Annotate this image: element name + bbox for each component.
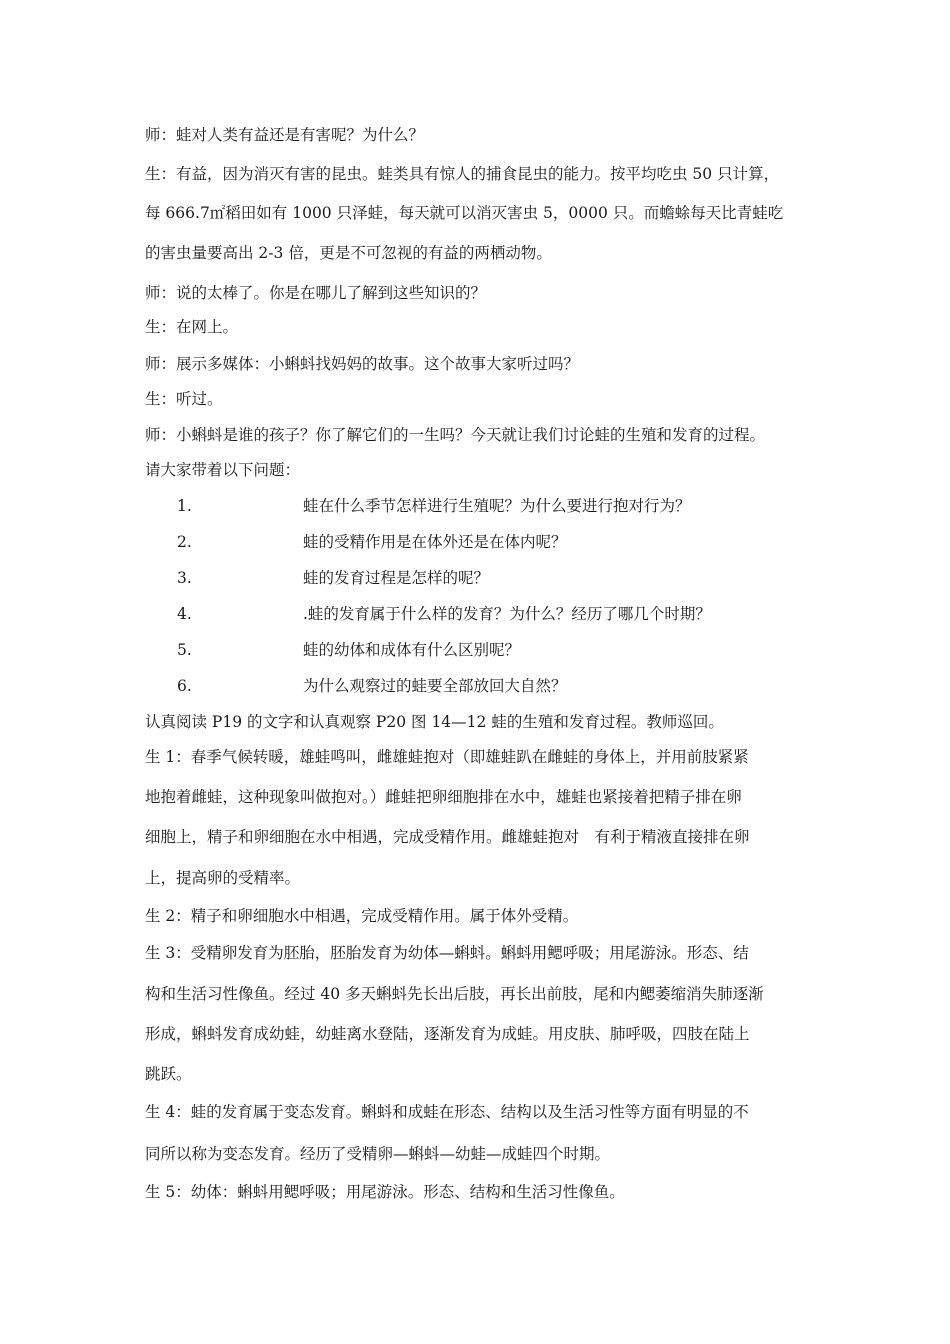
text-line: 师：展示多媒体：小蝌蚪找妈妈的故事。这个故事大家听过吗？ [145,355,580,373]
text-line: 生 2：精子和卵细胞水中相遇，完成受精作用。属于体外受精。 [145,907,579,925]
question-text: 为什么观察过的蛙要全部放回大自然？ [303,677,567,695]
text-line: 生 3：受精卵发育为胚胎，胚胎发育为幼体—蝌蚪。蝌蚪用鳃呼吸；用尾游泳。形态、结 [145,944,749,962]
text-line: 地抱着雌蛙，这种现象叫做抱对。）雌蛙把卵细胞排在水中，雄蛙也紧接着把精子排在卵 [145,788,742,806]
question-number: 6. [177,677,192,695]
question-number: 5. [177,641,192,659]
text-line: 生 5：幼体：蝌蚪用鳃呼吸；用尾游泳。形态、结构和生活习性像鱼。 [145,1183,625,1201]
text-line: 师：蛙对人类有益还是有害呢？为什么？ [145,126,425,144]
text-line: 认真阅读 P19 的文字和认真观察 P20 图 14—12 蛙的生殖和发育过程。教师巡回。 [145,713,724,731]
text-line: 形成，蝌蚪发育成幼蛙，幼蛙离水登陆，逐渐发育为成蛙。用皮肤、肺呼吸，四肢在陆上 [145,1025,750,1043]
text-line: 上，提高卵的受精率。 [145,869,301,887]
question-text: 蛙在什么季节怎样进行生殖呢？为什么要进行抱对行为？ [303,497,691,515]
question-text: .蛙的发育属于什么样的发育？为什么？经历了哪几个时期？ [303,605,711,623]
text-line: 跳跃。 [145,1065,192,1083]
text-line: 生 4：蛙的发育属于变态发育。蝌蚪和成蛙在形态、结构以及生活习性等方面有明显的不 [145,1103,749,1121]
question-number: 3. [177,569,192,587]
text-line: 师：说的太棒了。你是在哪儿了解到这些知识的？ [145,284,487,302]
question-number: 1. [177,497,192,515]
text-line: 请大家带着以下问题： [145,461,301,479]
text-line: 同所以称为变态发育。经历了受精卵—蝌蚪—幼蛙—成蛙四个时期。 [145,1145,611,1163]
text-line: 生：有益，因为消灭有害的昆虫。蛙类具有惊人的捕食昆虫的能力。按平均吃虫 50 只计算， [145,165,780,183]
text-line: 细胞上，精子和卵细胞在水中相遇，完成受精作用。雌雄蛙抱对 有利于精液直接排在卵 [145,828,750,846]
text-line: 生：在网上。 [145,318,239,336]
text-line: 师：小蝌蚪是谁的孩子？你了解它们的一生吗？今天就让我们讨论蛙的生殖和发育的过程。 [145,426,766,444]
text-line: 的害虫量要高出 2-3 倍，更是不可忽视的有益的两栖动物。 [145,244,552,262]
question-text: 蛙的幼体和成体有什么区别呢？ [303,641,521,659]
question-text: 蛙的受精作用是在体外还是在体内呢？ [303,533,567,551]
text-line: 生 1：春季气候转暖，雄蛙鸣叫，雌雄蛙抱对（即雄蛙趴在雌蛙的身体上，并用前肢紧紧 [145,748,749,766]
text-line: 生：听过。 [145,390,223,408]
question-text: 蛙的发育过程是怎样的呢？ [303,569,490,587]
text-line: 构和生活习性像鱼。经过 40 多天蝌蚪先长出后肢，再长出前肢，尾和内鳃萎缩消失肺逐渐 [145,985,764,1003]
question-number: 4. [177,605,192,623]
question-number: 2. [177,533,192,551]
text-line: 每 666.7㎡稻田如有 1000 只泽蛙，每天就可以消灭害虫 5，0000 只。而蟾蜍每天比青蛙吃 [145,204,784,222]
